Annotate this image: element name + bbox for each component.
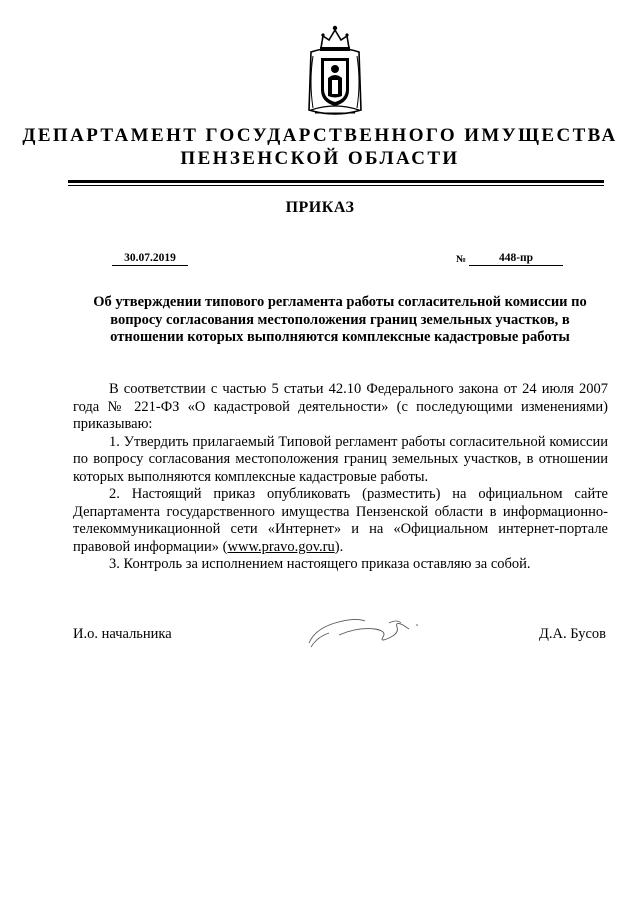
item-3-paragraph: 3. Контроль за исполнением настоящего приказа оставляю за собой. (109, 556, 531, 572)
document-subject: Об утверждении типового регламента работы согласительной комиссии по вопросу согласования местоположения границ земельных участков, в отношении которых выполняются комплексные кадастровые работы (93, 294, 587, 345)
item-2-text: 2. Настоящий приказ опубликовать (разместить) на официальном сайте Департамента государственного имущества Пензенской области в информационно-телекоммуникационной сети «Интернет» и на «Официальном интернет-портале правовой информации» ( (73, 486, 608, 555)
header-divider-thick (68, 180, 604, 183)
signatory-name: Д.А. Бусов (539, 626, 606, 642)
coat-of-arms-icon (301, 22, 369, 118)
header-divider-thin (68, 185, 604, 186)
item-1-paragraph: 1. Утвердить прилагаемый Типовой регламент работы согласительной комиссии по вопросу согласования местоположения границ земельных участков, в отношении которых выполняются комплексные кадастровые работы. (73, 433, 608, 485)
organization-name-line2: ПЕНЗЕНСКОЙ ОБЛАСТИ (180, 148, 460, 169)
handwritten-signature (305, 607, 425, 651)
document-body (73, 381, 608, 574)
organization-name-line1: ДЕПАРТАМЕНТ ГОСУДАРСТВЕННОГО ИМУЩЕСТВА (22, 125, 618, 146)
item-2-paragraph (73, 486, 608, 556)
pravo-link[interactable]: www.pravo.gov.ru (227, 538, 335, 555)
document-type: ПРИКАЗ (285, 199, 355, 216)
document-date: 30.07.2019 (112, 252, 188, 266)
preamble-paragraph: В соответствии с частью 5 статьи 42.10 Федерального закона от 24 июля 2007 года № 221-ФЗ «О кадастровой деятельности» (с последующими изменениями) приказываю: (73, 381, 608, 432)
item-2-text-end: ). (334, 538, 344, 555)
signatory-title: И.о. начальника (73, 626, 172, 642)
number-sign: № (456, 254, 467, 265)
document-number: 448-пр (469, 252, 563, 266)
